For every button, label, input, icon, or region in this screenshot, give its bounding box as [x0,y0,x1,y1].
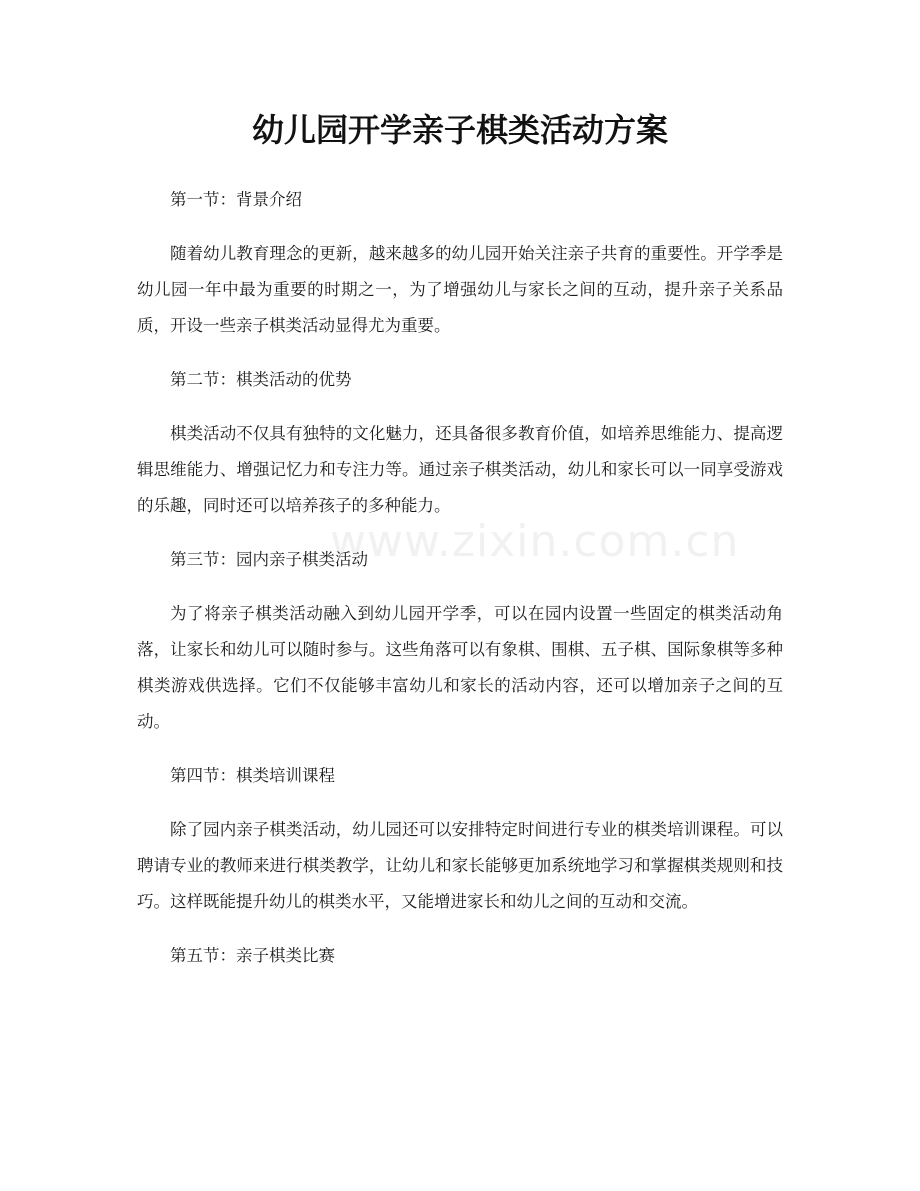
section-paragraph-1: 随着幼儿教育理念的更新，越来越多的幼儿园开始关注亲子共育的重要性。开学季是幼儿园一年中最为重要的时期之一，为了增强幼儿与家长之间的互动，提升亲子关系品质，开设一些亲子棋类活动显得尤为重要。 [137,244,783,335]
section-heading-3: 第三节：园内亲子棋类活动 [170,550,368,569]
section-heading-4: 第四节：棋类培训课程 [170,766,335,785]
section-heading-2: 第二节：棋类活动的优势 [170,370,352,389]
section-paragraph-2: 棋类活动不仅具有独特的文化魅力，还具备很多教育价值，如培养思维能力、提高逻辑思维能力、增强记忆力和专注力等。通过亲子棋类活动，幼儿和家长可以一同享受游戏的乐趣，同时还可以培养孩子的多种能力。 [137,424,783,515]
watermark: www.zixin.com.cn [330,516,740,567]
section-paragraph-4: 除了园内亲子棋类活动，幼儿园还可以安排特定时间进行专业的棋类培训课程。可以聘请专业的教师来进行棋类教学，让幼儿和家长能够更加系统地学习和掌握棋类规则和技巧。这样既能提升幼儿的棋类水平，又能增进家长和幼儿之间的互动和交流。 [137,820,783,911]
section-heading-1: 第一节：背景介绍 [170,190,302,209]
document-body [137,182,783,992]
section-paragraph-3: 为了将亲子棋类活动融入到幼儿园开学季，可以在园内设置一些固定的棋类活动角落，让家长和幼儿可以随时参与。这些角落可以有象棋、围棋、五子棋、国际象棋等多种棋类游戏供选择。它们不仅能够丰富幼儿和家长的活动内容，还可以增加亲子之间的互动。 [137,604,783,731]
document-title: 幼儿园开学亲子棋类活动方案 [251,111,668,149]
section-heading-5: 第五节：亲子棋类比赛 [170,946,335,965]
